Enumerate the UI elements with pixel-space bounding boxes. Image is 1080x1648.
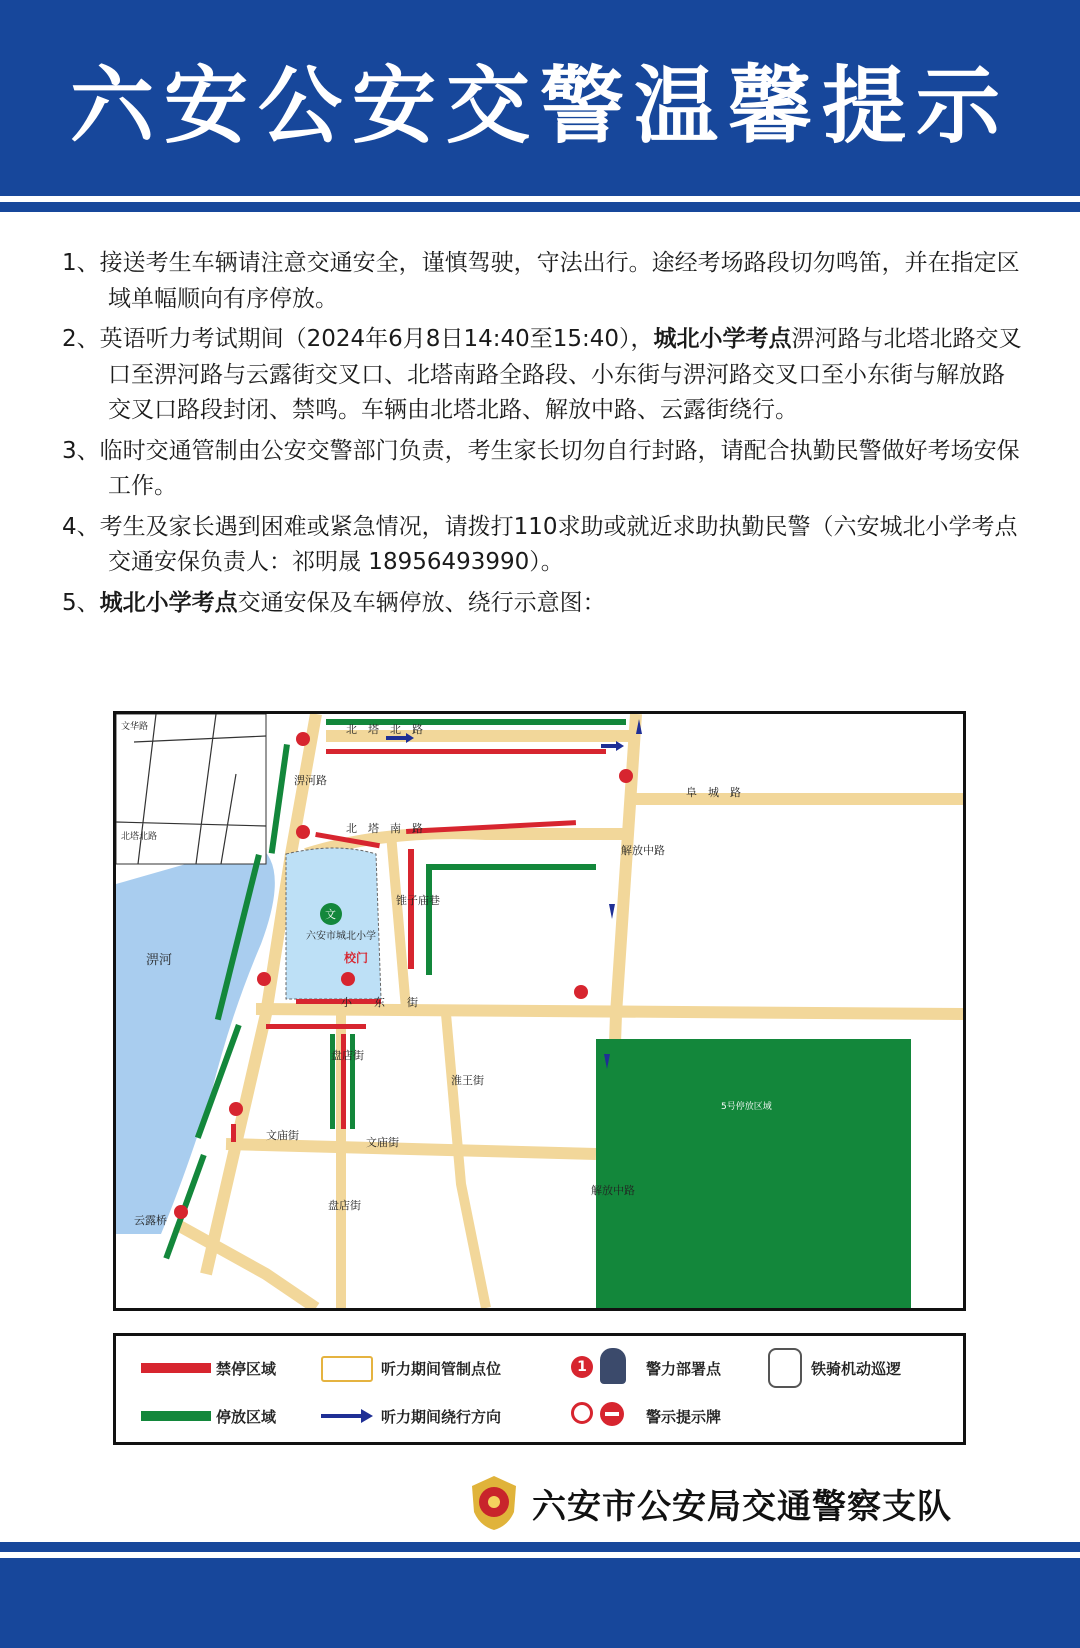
item-number: 3、 (62, 437, 100, 464)
notice-item (62, 322, 1022, 429)
motorcycle-patrol-icon (768, 1348, 802, 1388)
road-label: 淠河路 (294, 774, 327, 787)
item-text: 临时交通管制由公安交警部门负责，考生家长切勿自行封路，请配合执勤民警做好考场安保工作。 (99, 437, 1020, 499)
legend-label: 警示提示牌 (646, 1408, 722, 1426)
item-bold: 城北小学考点 (99, 589, 238, 616)
road-label: 文庙街 (266, 1129, 299, 1142)
footer-band (0, 1558, 1080, 1648)
legend-label: 警力部署点 (646, 1360, 722, 1378)
notice-item (62, 586, 1022, 622)
item-text: 交通安保及车辆停放、绕行示意图： (237, 589, 606, 616)
item-number: 5、 (62, 589, 100, 616)
parking-zone-5 (596, 1039, 911, 1308)
notice-item (62, 434, 1022, 505)
notice-list (62, 246, 1022, 626)
road-label: 盘店街 (331, 1049, 364, 1062)
legend-label: 禁停区域 (216, 1360, 277, 1378)
police-emblem-icon (468, 1474, 520, 1532)
river-label: 淠河 (146, 953, 173, 968)
page-title: 六安公安交警温馨提示 (69, 57, 1010, 155)
road-label: 解放中路 (591, 1184, 635, 1197)
item-number: 2、 (62, 326, 100, 352)
police-officer-icon (600, 1348, 626, 1384)
map-legend (113, 1333, 966, 1445)
item-text: 接送考生车辆请注意交通安全，谨慎驾驶，守法出行。途经考场路段切勿鸣笛，并在指定区域单幅顺向有序停放。 (99, 250, 1020, 312)
item-text: 考生及家长遇到困难或紧急情况，请拨打110求助或就近求助执勤民警（六安城北小学考点交通安保负责人：祁明晟 18956493990）。 (99, 513, 1018, 575)
footer-stripe (0, 1542, 1080, 1552)
item-number: 1、 (62, 250, 100, 276)
traffic-map (113, 711, 966, 1311)
road-label: 阜 城 路 (686, 786, 741, 799)
item-bold: 城北小学考点 (653, 326, 792, 352)
legend-label: 停放区域 (216, 1408, 277, 1426)
road-label: 北 塔 北 路 (346, 723, 423, 736)
no-horn-sign-icon (571, 1402, 593, 1424)
inset-label: 文华路 (121, 722, 149, 732)
legend-swatch-green (141, 1411, 211, 1421)
legend-label: 听力期间绕行方向 (381, 1408, 502, 1426)
notice-item (62, 510, 1022, 581)
road-label: 盘店街 (328, 1199, 361, 1212)
legend-label: 听力期间管制点位 (381, 1360, 502, 1378)
header-band (0, 0, 1080, 196)
parking-zone-label: 5号停放区域 (721, 1102, 772, 1112)
item-number: 4、 (62, 513, 100, 540)
school-name: 六安市城北小学 (306, 931, 376, 942)
inset-label: 北塔北路 (121, 832, 158, 842)
notice-item (62, 246, 1022, 317)
road-label: 北 塔 南 路 (346, 822, 423, 835)
footer (468, 1474, 952, 1534)
map-svg (116, 714, 963, 1308)
agency-name: 六安市公安局交通警察支队 (532, 1487, 952, 1527)
road-label: 云露桥 (134, 1214, 167, 1227)
road-label: 淮王街 (451, 1074, 484, 1087)
detour-arrow-icon (321, 1408, 375, 1424)
school-icon-label: 文 (325, 908, 336, 921)
legend-swatch-red (141, 1363, 211, 1373)
control-point-icon (321, 1356, 373, 1382)
school-gate-label: 校门 (344, 951, 369, 965)
police-post-icon: 1 (571, 1356, 593, 1378)
no-entry-sign-icon (600, 1402, 624, 1426)
item-text: 英语听力考试期间（2024年6月8日14:40至15:40）， (99, 326, 654, 352)
road-label: 小 东 街 (341, 996, 418, 1009)
road-label: 文庙街 (366, 1136, 399, 1149)
header-stripe (0, 202, 1080, 212)
road-label: 解放中路 (621, 844, 665, 857)
item-text: 淠河路与北塔北路交叉口至淠河路与云露街交叉口、北塔南路全路段、小东街与淠河路交叉口至小东街与解放路交叉口路段封闭、禁鸣。车辆由北塔北路、解放中路、云露街绕行。 (108, 326, 1022, 423)
legend-label: 铁骑机动巡逻 (811, 1360, 902, 1378)
road-label: 锥子庙巷 (396, 894, 440, 907)
